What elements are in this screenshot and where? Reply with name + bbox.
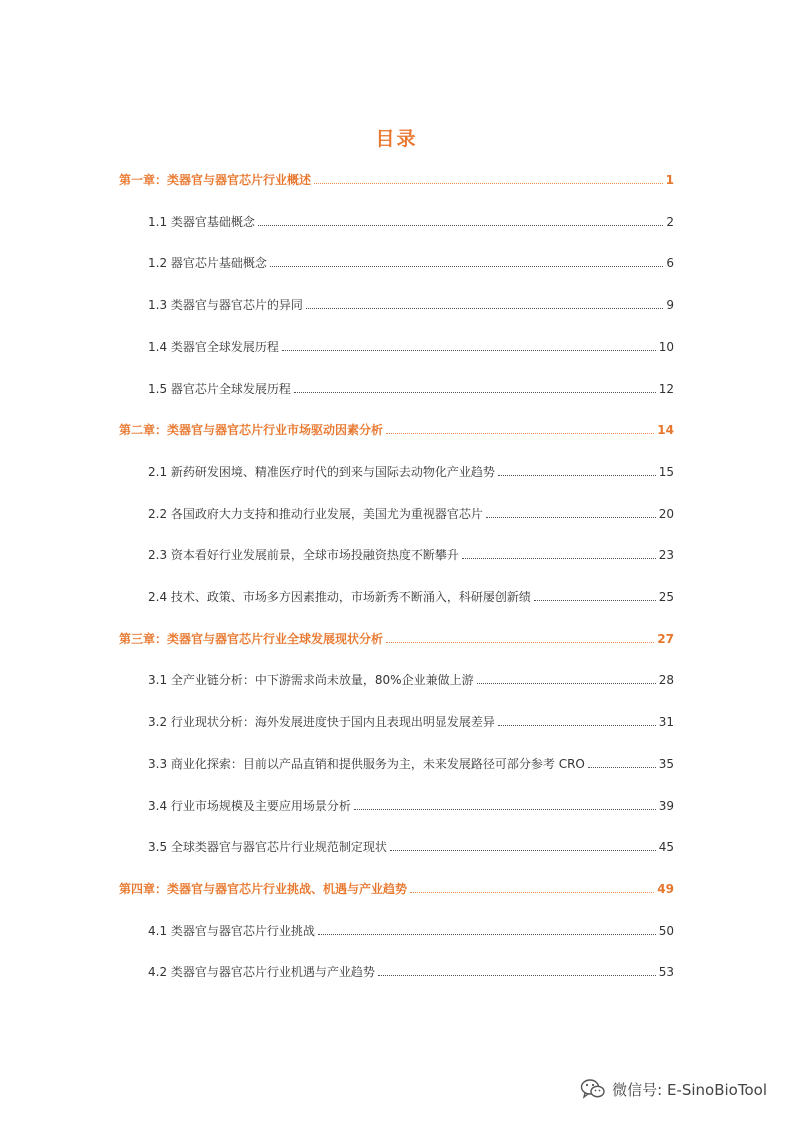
toc-entry-title: 1.5 器官芯片全球发展历程 xyxy=(148,382,291,396)
toc-dot-leader xyxy=(294,391,656,393)
toc-page-number: 14 xyxy=(657,423,674,437)
toc-section-entry[interactable] xyxy=(148,670,674,690)
toc-dot-leader xyxy=(390,849,656,851)
toc-page-number: 15 xyxy=(658,465,674,479)
toc-section-entry[interactable] xyxy=(148,587,674,607)
toc-dot-leader xyxy=(462,557,656,559)
toc-page-number: 23 xyxy=(658,548,674,562)
toc-page-number: 53 xyxy=(658,965,674,979)
toc-section-entry[interactable] xyxy=(148,379,674,399)
toc-dot-leader xyxy=(477,682,656,684)
toc-entry-title: 1.3 类器官与器官芯片的异同 xyxy=(148,298,303,312)
toc-dot-leader xyxy=(386,432,654,434)
toc-dot-leader xyxy=(410,891,654,893)
toc-dot-leader xyxy=(318,933,656,935)
toc-section-entry[interactable] xyxy=(148,837,674,857)
toc-page-number: 10 xyxy=(658,340,674,354)
toc-page-number: 2 xyxy=(666,215,674,229)
toc-dot-leader xyxy=(486,516,656,518)
toc-page-number: 31 xyxy=(658,715,674,729)
toc-entry-title: 2.2 各国政府大力支持和推动行业发展，美国尤为重视器官芯片 xyxy=(148,507,483,521)
toc-section-entry[interactable] xyxy=(148,754,674,774)
toc-entry-title: 第四章：类器官与器官芯片行业挑战、机遇与产业趋势 xyxy=(119,882,408,896)
toc-chapter-entry[interactable] xyxy=(119,170,674,190)
toc-page-number: 25 xyxy=(658,590,674,604)
toc-entry-title: 3.4 行业市场规模及主要应用场景分析 xyxy=(148,799,351,813)
toc-section-entry[interactable] xyxy=(148,337,674,357)
toc-section-entry[interactable] xyxy=(148,796,674,816)
toc-chapter-entry[interactable] xyxy=(119,879,674,899)
toc-chapter-entry[interactable] xyxy=(119,420,674,440)
toc-dot-leader xyxy=(534,599,656,601)
toc-page-number: 20 xyxy=(658,507,674,521)
toc-dot-leader xyxy=(354,808,656,810)
toc-dot-leader xyxy=(306,307,663,309)
toc-dot-leader xyxy=(282,349,656,351)
toc-entry-title: 3.1 全产业链分析：中下游需求尚未放量，80%企业兼做上游 xyxy=(148,673,474,687)
toc-entry-title: 第二章：类器官与器官芯片行业市场驱动因素分析 xyxy=(119,423,384,437)
toc-dot-leader xyxy=(270,265,663,267)
toc-entry-title: 4.2 类器官与器官芯片行业机遇与产业趋势 xyxy=(148,965,375,979)
toc-page-number: 1 xyxy=(665,173,674,187)
toc-entry-title: 3.2 行业现状分析：海外发展进度快于国内且表现出明显发展差异 xyxy=(148,715,495,729)
toc-entry-title: 3.5 全球类器官与器官芯片行业规范制定现状 xyxy=(148,840,387,854)
toc-entry-title: 4.1 类器官与器官芯片行业挑战 xyxy=(148,924,315,938)
toc-section-entry[interactable] xyxy=(148,462,674,482)
toc-dot-leader xyxy=(386,641,654,643)
toc-section-entry[interactable] xyxy=(148,545,674,565)
toc-section-entry[interactable] xyxy=(148,212,674,232)
toc-page-number: 28 xyxy=(658,673,674,687)
toc-page-number: 39 xyxy=(658,799,674,813)
toc-section-entry[interactable] xyxy=(148,253,674,273)
toc-section-entry[interactable] xyxy=(148,504,674,524)
toc-entry-title: 第一章：类器官与器官芯片行业概述 xyxy=(119,173,312,187)
toc-section-entry[interactable] xyxy=(148,712,674,732)
toc-dot-leader xyxy=(588,766,656,768)
toc-entry-title: 3.3 商业化探索：目前以产品直销和提供服务为主，未来发展路径可部分参考 CRO xyxy=(148,757,585,771)
toc-page-number: 49 xyxy=(657,882,674,896)
toc-entry-title: 2.3 资本看好行业发展前景，全球市场投融资热度不断攀升 xyxy=(148,548,459,562)
toc-page-number: 12 xyxy=(658,382,674,396)
toc-page-number: 27 xyxy=(657,632,674,646)
toc-page-number: 35 xyxy=(658,757,674,771)
toc-page-number: 9 xyxy=(666,298,674,312)
toc-entry-title: 1.4 类器官全球发展历程 xyxy=(148,340,279,354)
page-title: 目录 xyxy=(375,128,418,150)
toc-entry-title: 1.2 器官芯片基础概念 xyxy=(148,256,267,270)
toc-dot-leader xyxy=(258,224,663,226)
toc-page-number: 50 xyxy=(658,924,674,938)
watermark-text: 微信号: E-SinoBioTool xyxy=(612,1080,767,1099)
toc-page-number: 6 xyxy=(666,256,674,270)
toc-dot-leader xyxy=(378,974,656,976)
toc-section-entry[interactable] xyxy=(148,295,674,315)
toc-entry-title: 第三章：类器官与器官芯片行业全球发展现状分析 xyxy=(119,632,384,646)
toc-entry-title: 2.1 新药研发困境、精准医疗时代的到来与国际去动物化产业趋势 xyxy=(148,465,495,479)
toc-chapter-entry[interactable] xyxy=(119,629,674,649)
toc-entry-title: 2.4 技术、政策、市场多方因素推动，市场新秀不断涌入，科研屡创新绩 xyxy=(148,590,531,604)
toc-section-entry[interactable] xyxy=(148,921,674,941)
toc-dot-leader xyxy=(314,182,663,184)
toc-entry-title: 1.1 类器官基础概念 xyxy=(148,215,255,229)
watermark xyxy=(580,1078,767,1100)
wechat-icon xyxy=(580,1078,606,1100)
toc-page-number: 45 xyxy=(658,840,674,854)
toc-dot-leader xyxy=(498,724,656,726)
toc-dot-leader xyxy=(498,474,656,476)
toc-section-entry[interactable] xyxy=(148,962,674,982)
